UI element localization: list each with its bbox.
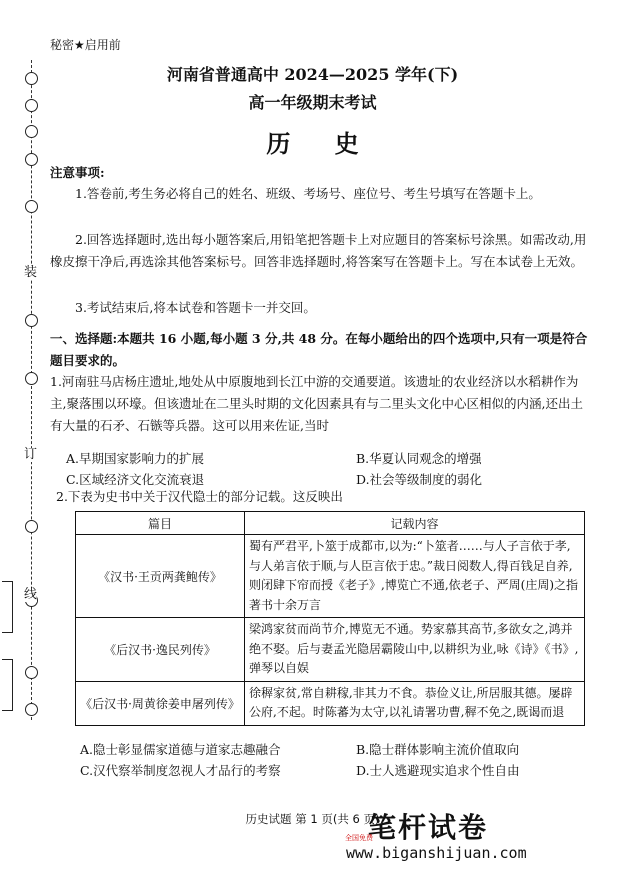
- notes-heading: 注意事项:: [50, 165, 105, 180]
- section-heading: 一、选择题:本题共 16 小题,每小题 3 分,共 48 分。在每小题给出的四个选项中,只有一项是符合题目要求的。: [50, 331, 588, 368]
- binding-hole: [25, 703, 38, 716]
- binding-hole: [25, 200, 38, 213]
- table-header-content: 记载内容: [245, 512, 585, 535]
- exam-title: 河南省普通高中 2024—2025 学年(下): [166, 65, 459, 84]
- note-item: 1.答卷前,考生务必将自己的姓名、班级、考场号、座位号、考生号填写在答题卡上。: [75, 186, 541, 201]
- row-source: 《汉书·王贡两龚鲍传》: [76, 535, 245, 618]
- note-item: 3.考试结束后,将本试卷和答题卡一并交回。: [75, 300, 316, 315]
- question-1-stem: 1.河南驻马店杨庄遗址,地处从中原腹地到长江中游的交通要道。该遗址的农业经济以水稻耕作为主,聚落围以环壕。但该遗址在二里头时期的文化因素具有与二里头文化中心区相似的内涵,还出土有大量的石矛、石镞等兵器。这可以用来佐证,当时: [50, 374, 583, 433]
- q2-option-a[interactable]: A.隐士彰显儒家道德与道家志趣融合: [80, 742, 281, 757]
- binding-char-zhuang: 装: [24, 265, 38, 280]
- table-row: [76, 618, 585, 682]
- subject-title: 历 史: [266, 129, 377, 158]
- binding-char-ding: 订: [24, 447, 38, 462]
- row-source: 《后汉书·逸民列传》: [76, 618, 245, 682]
- q1-option-a[interactable]: A.早期国家影响力的扩展: [66, 451, 205, 466]
- binding-hole: [25, 666, 38, 679]
- row-content: 梁鸿家贫而尚节介,博览无不通。势家慕其高节,多欲女之,鸿并绝不娶。后与妻孟光隐居霸陵山中,以耕织为业,咏《诗》《书》,弹琴以自娱: [245, 618, 585, 682]
- table-row: [76, 535, 585, 618]
- watermark-url[interactable]: www.biganshijuan.com: [346, 844, 527, 862]
- confidential-label: 秘密★启用前: [50, 38, 121, 52]
- table-row: [76, 681, 585, 725]
- binding-hole: [25, 520, 38, 533]
- question-2-stem: 2.下表为史书中关于汉代隐士的部分记载。这反映出: [56, 489, 343, 504]
- binding-bracket: [2, 659, 13, 711]
- row-content: 徐稺家贫,常自耕稼,非其力不食。恭俭义让,所居服其德。屡辟公府,不起。时陈蕃为太守,以礼请署功曹,稺不免之,既谒而退: [245, 681, 585, 725]
- watermark-brand: 笔杆试卷: [368, 811, 489, 844]
- table-header-source: 篇目: [76, 512, 245, 535]
- q2-option-b[interactable]: B.隐士群体影响主流价值取向: [356, 742, 520, 757]
- binding-hole: [25, 314, 38, 327]
- watermark-tag: 全国免费: [345, 834, 373, 842]
- q1-option-c[interactable]: C.区域经济文化交流衰退: [66, 472, 205, 487]
- q2-option-d[interactable]: D.士人逃避现实追求个性自由: [356, 763, 520, 778]
- row-content: 蜀有严君平,卜筮于成都市,以为:“卜筮者……与人子言依于孝,与人弟言依于顺,与人臣言依于忠。”裁日阅数人,得百钱足自养,则闭肆下帘而授《老子》,博览亡不通,依老子、严周(庄周)之指著书十余万言: [245, 535, 585, 618]
- row-source: 《后汉书·周黄徐姜申屠列传》: [76, 681, 245, 725]
- note-item: 2.回答选择题时,选出每小题答案后,用铅笔把答题卡上对应题目的答案标号涂黑。如需改动,用橡皮擦干净后,再选涂其他答案标号。回答非选择题时,将答案写在答题卡上。写在本试卷上无效。: [50, 232, 587, 269]
- records-table: [75, 511, 585, 726]
- binding-hole: [25, 372, 38, 385]
- q1-option-d[interactable]: D.社会等级制度的弱化: [356, 472, 483, 487]
- q1-option-b[interactable]: B.华夏认同观念的增强: [356, 451, 482, 466]
- binding-bracket: [2, 581, 13, 633]
- binding-char-xian: 线: [24, 587, 38, 602]
- table-header-row: [76, 512, 585, 535]
- exam-subtitle: 高一年级期末考试: [248, 93, 377, 112]
- q2-option-c[interactable]: C.汉代察举制度忽视人才品行的考察: [80, 763, 281, 778]
- page-footer: 历史试题 第 1 页(共 6 页): [245, 812, 380, 826]
